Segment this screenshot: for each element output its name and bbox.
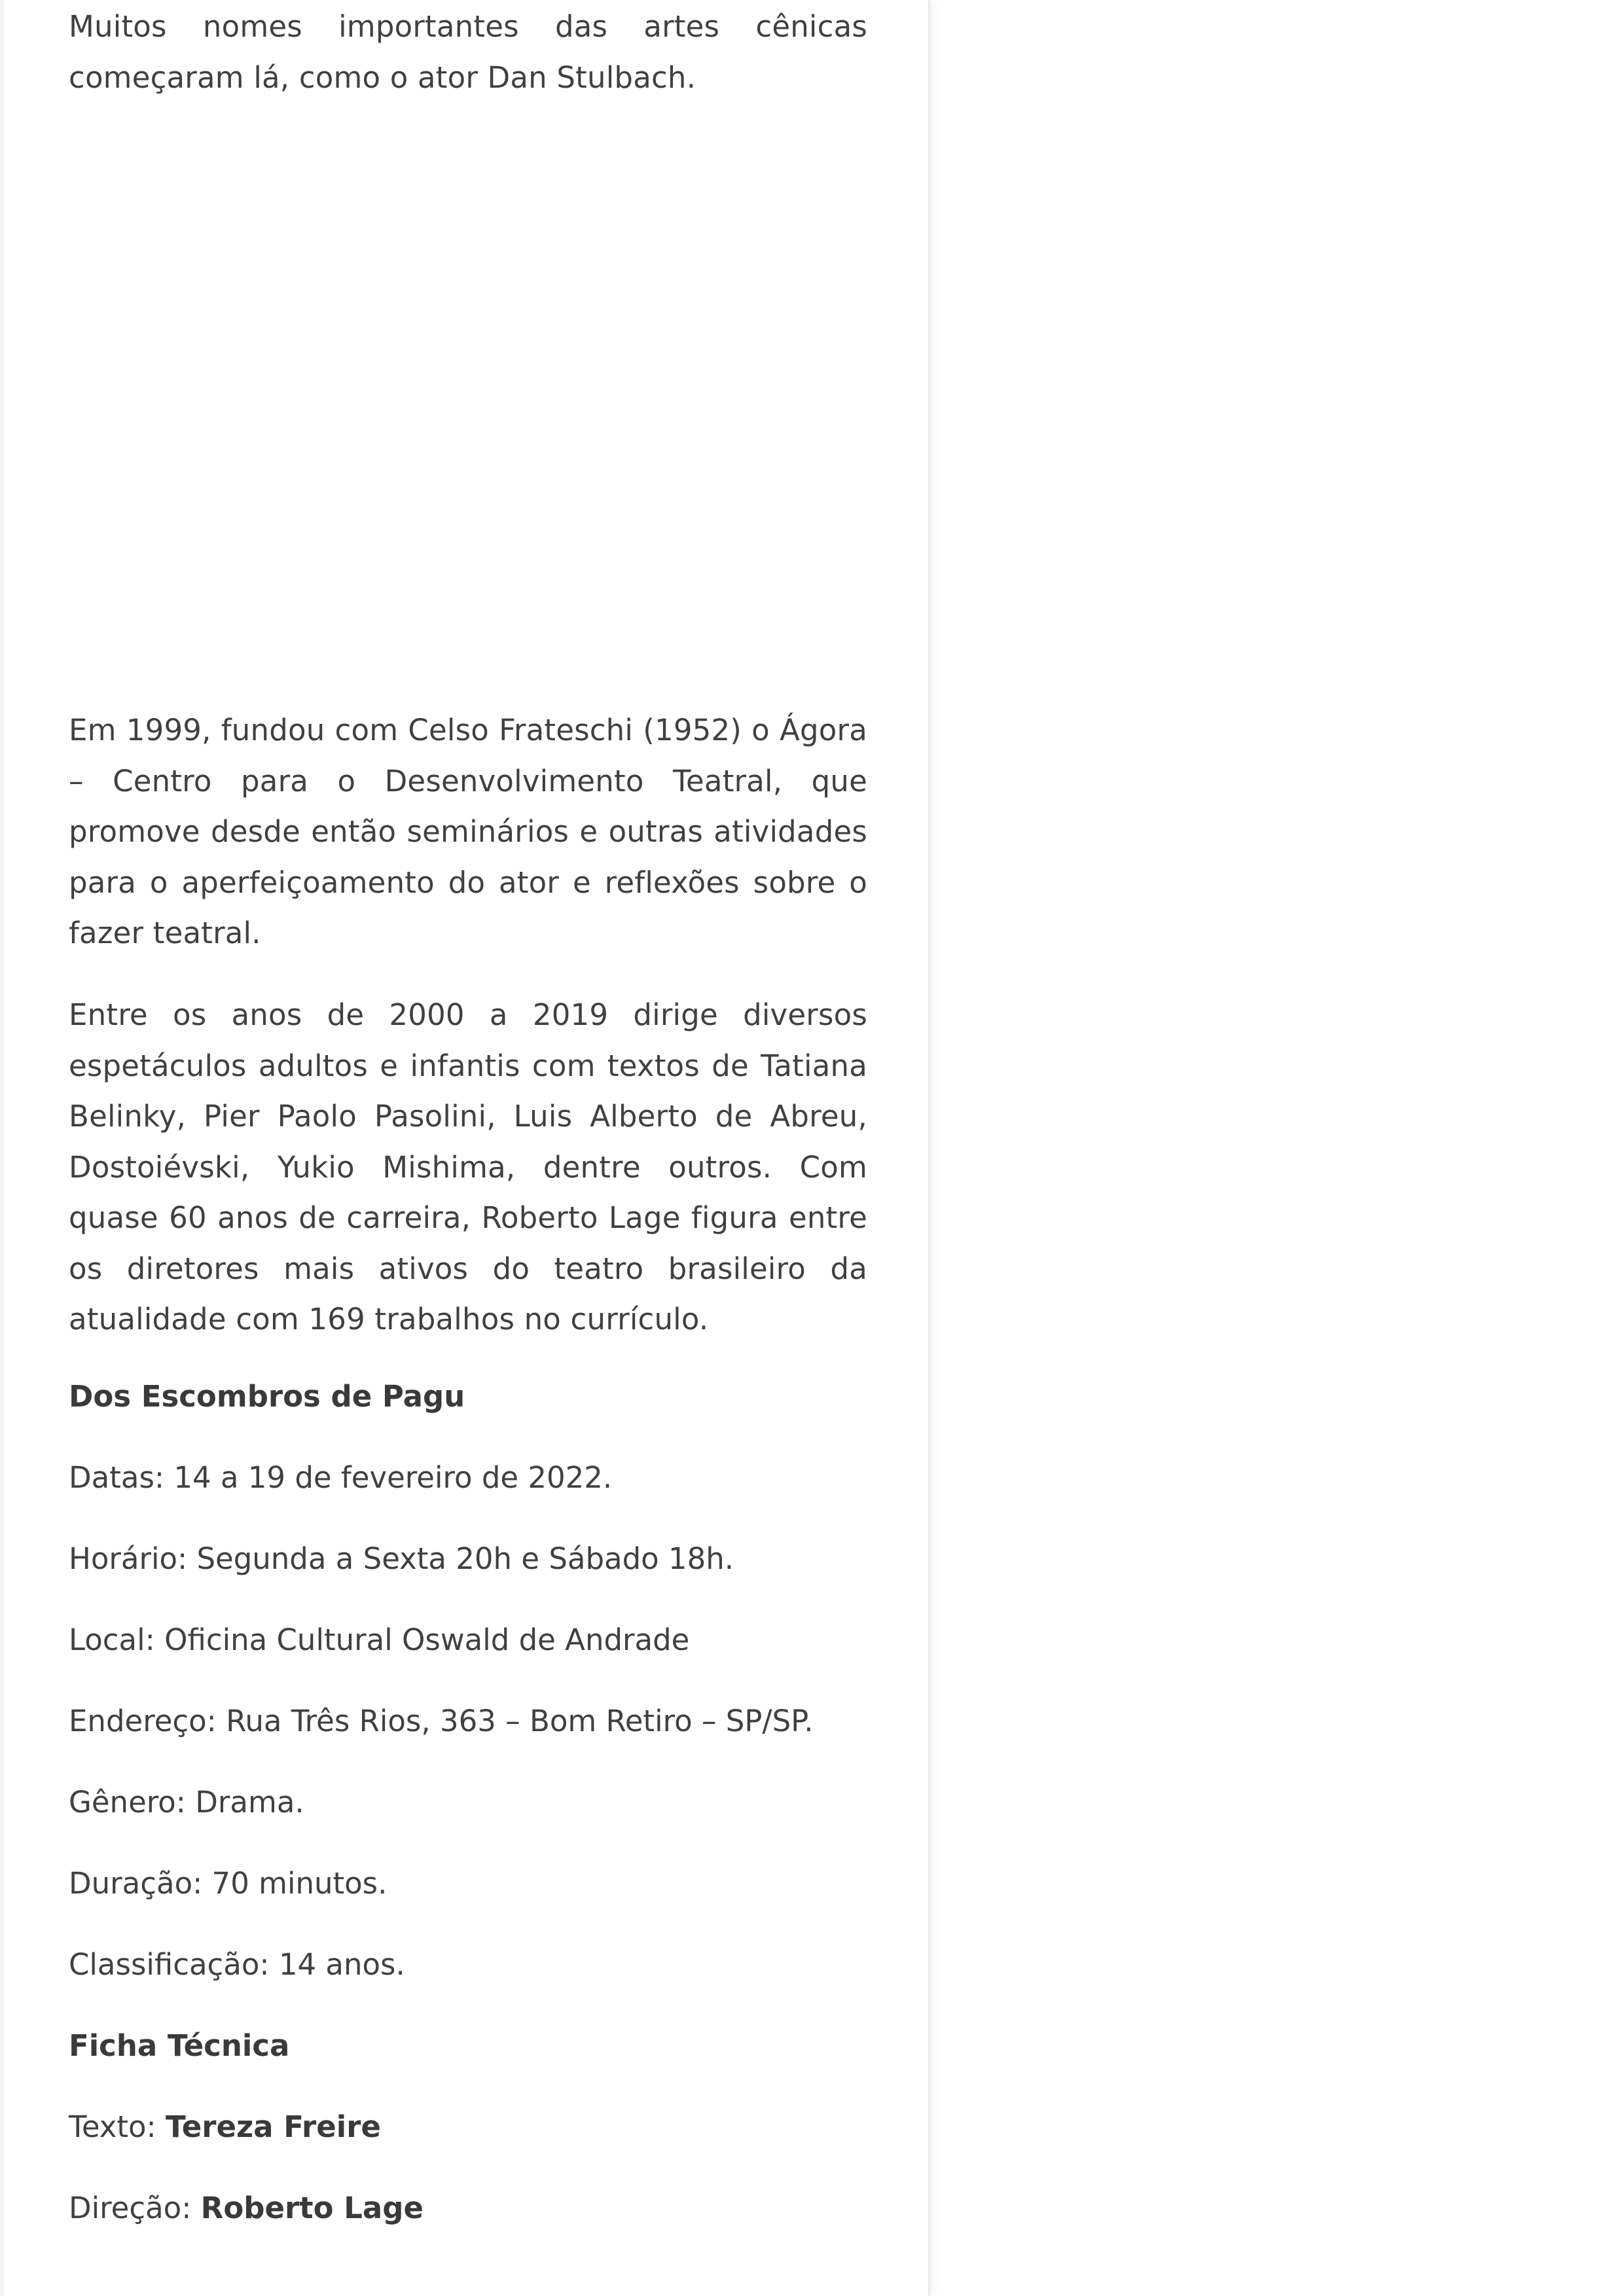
show-duration: Duração: 70 minutos. (69, 1866, 388, 1901)
credit-direction-label: Direção: (69, 2191, 201, 2225)
show-address: Endereço: Rua Três Rios, 363 – Bom Retiro – SP/SP. (69, 1704, 814, 1738)
embedded-media-placeholder (69, 111, 867, 700)
paragraph-career (69, 990, 867, 1345)
paragraph-text: Muitos nomes importantes das artes cênicas começaram lá, como o ator Dan Stulbach. (69, 9, 867, 95)
paragraph-text: Entre os anos de 2000 a 2019 dirige diversos espetáculos adultos e infantis com textos de Tatiana Belinky, Pier Paolo Pasolini, Luis Alberto de Abreu, Dostoiévski, Yukio Mishima, dentre outros. Com quase 60 anos de carreira, Roberto Lage figura entre os diretores mais ativos do teatro brasileiro da atualidade com 169 trabalhos no currículo. (69, 997, 867, 1336)
paragraph-text: Em 1999, fundou com Celso Frateschi (1952) o Ágora – Centro para o Desenvolvimento Teatral, que promove desde então seminários e outras atividades para o aperfeiçoamento do ator e reflexões sobre o fazer teatral. (69, 713, 867, 950)
page-edge (0, 0, 4, 2296)
credits-heading: Ficha Técnica (69, 2028, 290, 2063)
show-genre: Gênero: Drama. (69, 1785, 304, 1820)
paragraph-agora (69, 705, 867, 959)
credit-direction-value: Roberto Lage (200, 2191, 424, 2225)
show-dates: Datas: 14 a 19 de fevereiro de 2022. (69, 1460, 613, 1495)
credit-text-value: Tereza Freire (166, 2109, 381, 2144)
credit-text-line (69, 2102, 920, 2153)
credit-text-label: Texto: (69, 2109, 166, 2144)
show-schedule: Horário: Segunda a Sexta 20h e Sábado 18h. (69, 1541, 734, 1576)
show-title: Dos Escombros de Pagu (69, 1379, 465, 1414)
paragraph-intro-tail (69, 1, 867, 103)
show-venue: Local: Oficina Cultural Oswald de Andrade (69, 1623, 690, 1657)
credit-direction-line (69, 2183, 920, 2234)
show-rating: Classificação: 14 anos. (69, 1947, 405, 1982)
